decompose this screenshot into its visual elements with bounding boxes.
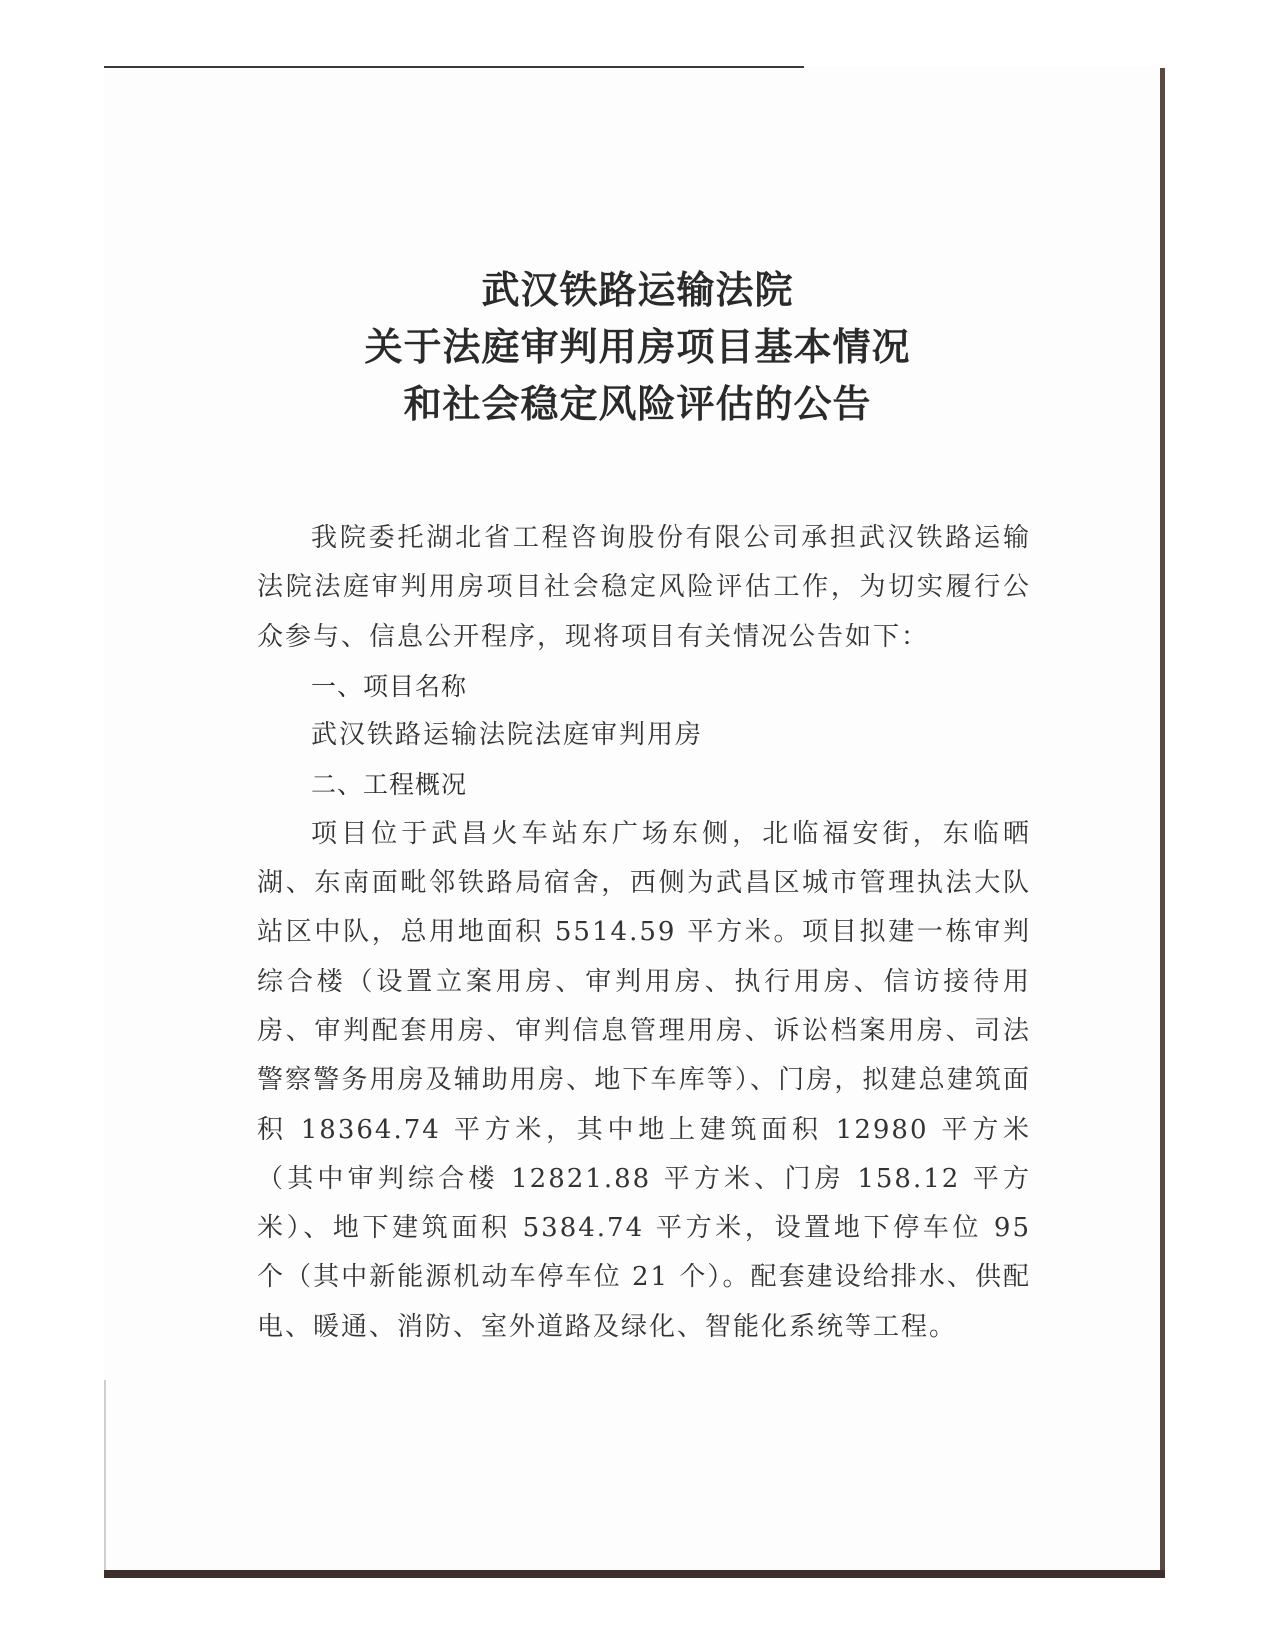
title-line-2: 关于法庭审判用房项目基本情况 — [364, 325, 911, 369]
document-body — [257, 514, 1031, 1352]
overview-paragraph: 项目位于武昌火车站东广场东侧，北临福安街，东临晒湖、东南面毗邻铁路局宿舍，西侧为武昌区城市管理执法大队站区中队，总用地面积 5514.59 平方米。项目拟建一栋审判综合楼（设置立案用房、审判用房、执行用房、信访接待用房、审判配套用房、审判信息管理用房、诉讼档案用房、司法警察警务用房及辅助用房、地下车库等）、门房，拟建总建筑面积 18364.74 平方米，其中地上建筑面积 12980 平方米（其中审判综合楼 12821.88 平方米、门房 158.12 平方米）、地下建筑面积 5384.74 平方米，设置地下停车位 95 个（其中新能源机动车停车位 21 个）。配套建设给排水、供配电、暖通、消防、室外道路及绿化、智能化系统等工程。 — [257, 818, 1031, 1342]
page-edge-left — [104, 1380, 106, 1570]
title-line-1: 武汉铁路运输法院 — [481, 268, 794, 312]
section-heading-project-name: 一、项目名称 — [311, 671, 468, 701]
page-edge-top — [104, 66, 804, 68]
project-name-text: 武汉铁路运输法院法庭审判用房 — [311, 720, 704, 751]
document-title — [0, 262, 1275, 433]
section-heading-overview: 二、工程概况 — [311, 770, 468, 800]
intro-paragraph: 我院委托湖北省工程咨询股份有限公司承担武汉铁路运输法院法庭审判用房项目社会稳定风险评估工作，为切实履行公众参与、信息公开程序，现将项目有关情况公告如下： — [257, 523, 1031, 652]
title-line-3: 和社会稳定风险评估的公告 — [403, 382, 872, 426]
page-edge-bottom — [104, 1570, 1165, 1578]
